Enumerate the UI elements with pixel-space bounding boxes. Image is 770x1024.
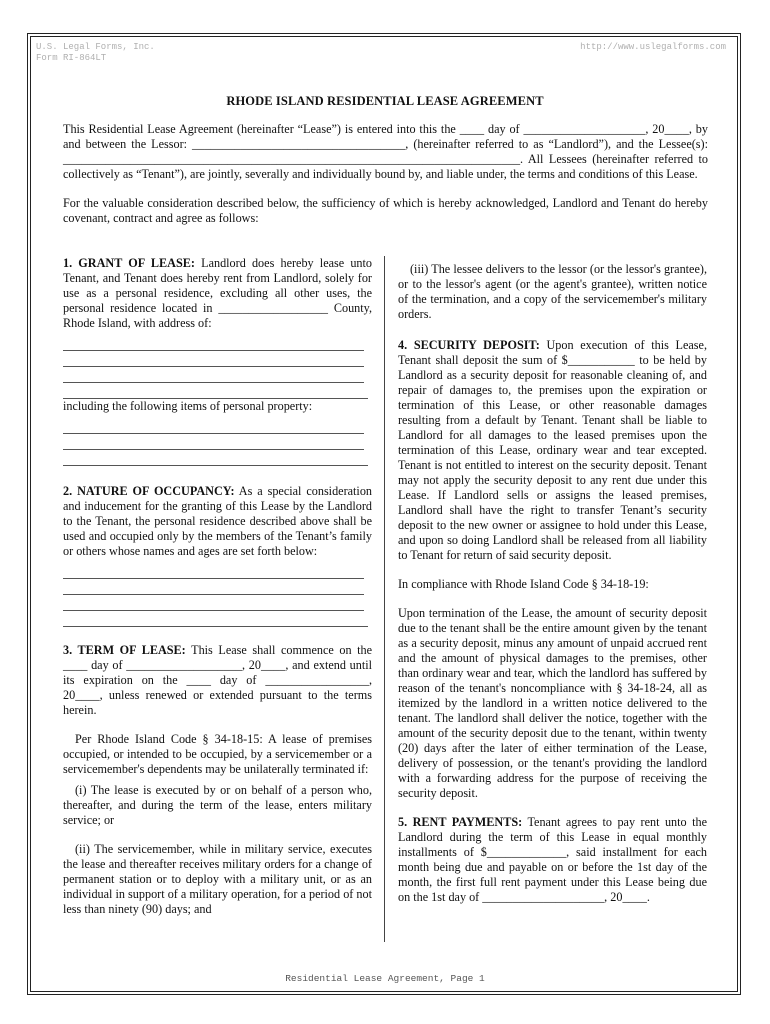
property-line[interactable] xyxy=(63,418,364,434)
property-line[interactable] xyxy=(63,434,364,450)
section-5-heading: 5. RENT PAYMENTS: xyxy=(398,815,523,829)
section-3-text: This Lease shall commence on the ____ day of ___________________, 20____, and extend until its expiration on the ____ day of _________________, 20____, unless renewed or extended pursuant to the terms herein. xyxy=(63,643,373,717)
publisher-header xyxy=(36,42,155,64)
address-line[interactable] xyxy=(63,351,364,367)
document-title: RHODE ISLAND RESIDENTIAL LEASE AGREEMENT xyxy=(226,94,544,108)
address-line[interactable] xyxy=(63,367,364,383)
section-1-heading: 1. GRANT OF LEASE: xyxy=(63,256,195,270)
intro-paragraph: This Residential Lease Agreement (hereinafter “Lease”) is entered into this the ____ day of ____________________, 20____, by and between the Lessor: ___________________________________, (hereinafter referred to as “Landlord”), and the Lessee(s): ___________________________________________________________________________. All Lessees (hereinafter referred to collectively as “Tenant”), are jointly, severally and individually bound by, and liable under, the terms and conditions of this Lease. xyxy=(63,122,708,181)
address-blanks xyxy=(63,335,372,399)
section-nature-of-occupancy xyxy=(63,484,372,559)
column-divider xyxy=(384,256,385,942)
property-line[interactable] xyxy=(63,450,368,466)
clause-iii: (iii) The lessee delivers to the lessor (or the lessor's grantee), or to the lessor's agent (or the agent's grantee), written notice of the termination, and a copy of the servicemember's military orders. xyxy=(398,262,707,321)
section-term-of-lease xyxy=(63,643,372,718)
consideration-paragraph: For the valuable consideration described below, the sufficiency of which is hereby acknowledged, Landlord and Tenant do hereby covenant, contract and agree as follows: xyxy=(63,196,708,225)
address-line[interactable] xyxy=(63,335,364,351)
personal-property-label: including the following items of personal property: xyxy=(63,399,313,413)
section-2-text: As a special consideration and inducement for the granting of this Lease by the Landlord to the Tenant, the personal residence described above shall be used and occupied only by the members of the Tenant’s family or others whose names and ages are set forth below: xyxy=(63,484,373,558)
occupant-blanks xyxy=(63,563,372,627)
section-security-deposit xyxy=(398,338,707,563)
publisher-url[interactable]: http://www.uslegalforms.com xyxy=(580,42,726,52)
section-4-heading: 4. SECURITY DEPOSIT: xyxy=(398,338,540,352)
occupant-line[interactable] xyxy=(63,563,364,579)
section-rent-payments xyxy=(398,815,707,905)
section-4-text: Upon execution of this Lease, Tenant shall deposit the sum of $___________ to be held by Landlord as a security deposit for reasonable cleaning of, and repair of damages to, the premises upon the expiration or termination of this Lease, or other reasonable damages resulting from a default by Tenant. Tenant shall be liable to Landlord for all damages to the leased premises upon the termination of this Lease, ordinary wear and tear excepted. Tenant is not entitled to interest on the security deposit. Tenant may not apply the security deposit to any rent due under this Lease. If Landlord sells or assigns the leased premises, Landlord shall have the right to transfer Tenant’s security deposit to the new owner or assignee to hold under this Lease, and upon so doing Landlord shall be released from all liability to Tenant for return of said security deposit. xyxy=(398,338,707,562)
address-line[interactable] xyxy=(63,383,368,399)
clause-i: (i) The lease is executed by or on behalf of a person who, thereafter, and during the term of the lease, enters military service; or xyxy=(63,783,372,827)
section-1-text: Landlord does hereby lease unto Tenant, and Tenant does hereby rent from Landlord, solely for use as a personal residence, excluding all other uses, the personal residence located in __________________ County, Rhode Island, with address of: xyxy=(63,256,373,330)
publisher-name: U.S. Legal Forms, Inc. xyxy=(36,42,155,52)
intro-section xyxy=(63,122,708,226)
left-column xyxy=(63,256,372,917)
occupant-line[interactable] xyxy=(63,595,364,611)
section-3-heading: 3. TERM OF LEASE: xyxy=(63,643,186,657)
property-blanks xyxy=(63,418,372,466)
occupant-line[interactable] xyxy=(63,611,368,627)
clause-ii: (ii) The servicemember, while in military service, executes the lease and thereafter receives military orders for a change of permanent station or to deploy with a military unit, or as an individual in support of a military operation, for a period of not less than ninety (90) days; and xyxy=(63,842,372,916)
right-column xyxy=(398,262,707,905)
occupant-line[interactable] xyxy=(63,579,364,595)
servicemember-code-intro: Per Rhode Island Code § 34-18-15: A lease of premises occupied, or intended to be occupied, by a servicemember or a servicemember's dependents may be unilaterally terminated if: xyxy=(63,732,372,776)
form-number: Form RI-864LT xyxy=(36,53,107,63)
page-footer: Residential Lease Agreement, Page 1 xyxy=(285,973,485,984)
compliance-statement: In compliance with Rhode Island Code § 34-18-19: xyxy=(398,577,649,591)
deposit-termination-paragraph: Upon termination of the Lease, the amount of security deposit due to the tenant shall be the entire amount given by the tenant as a security deposit, minus any amount of unpaid accrued rent and the amount of physical damages to the premises, other than ordinary wear and tear, which the landlord has suffered by reason of the tenant's noncompliance with § 34-18-24, all as itemized by the landlord in a written notice delivered to the tenant. The landlord shall deliver the notice, together with the amount of the security deposit due to the tenant, within twenty (20) days after the later of either termination of the Lease, delivery of possession, or the tenant's providing the landlord with a forwarding address for the purpose of receiving the security deposit. xyxy=(398,606,707,800)
section-2-heading: 2. NATURE OF OCCUPANCY: xyxy=(63,484,235,498)
section-5-text: Tenant agrees to pay rent unto the Landlord during the term of this Lease in equal monthly installments of $_____________, said installment for each month being due and payable on or before the 1st day of the month, the first full rent payment under this Lease being due on the 1st day of ____________________, 20____. xyxy=(398,815,708,904)
section-grant-of-lease xyxy=(63,256,372,331)
